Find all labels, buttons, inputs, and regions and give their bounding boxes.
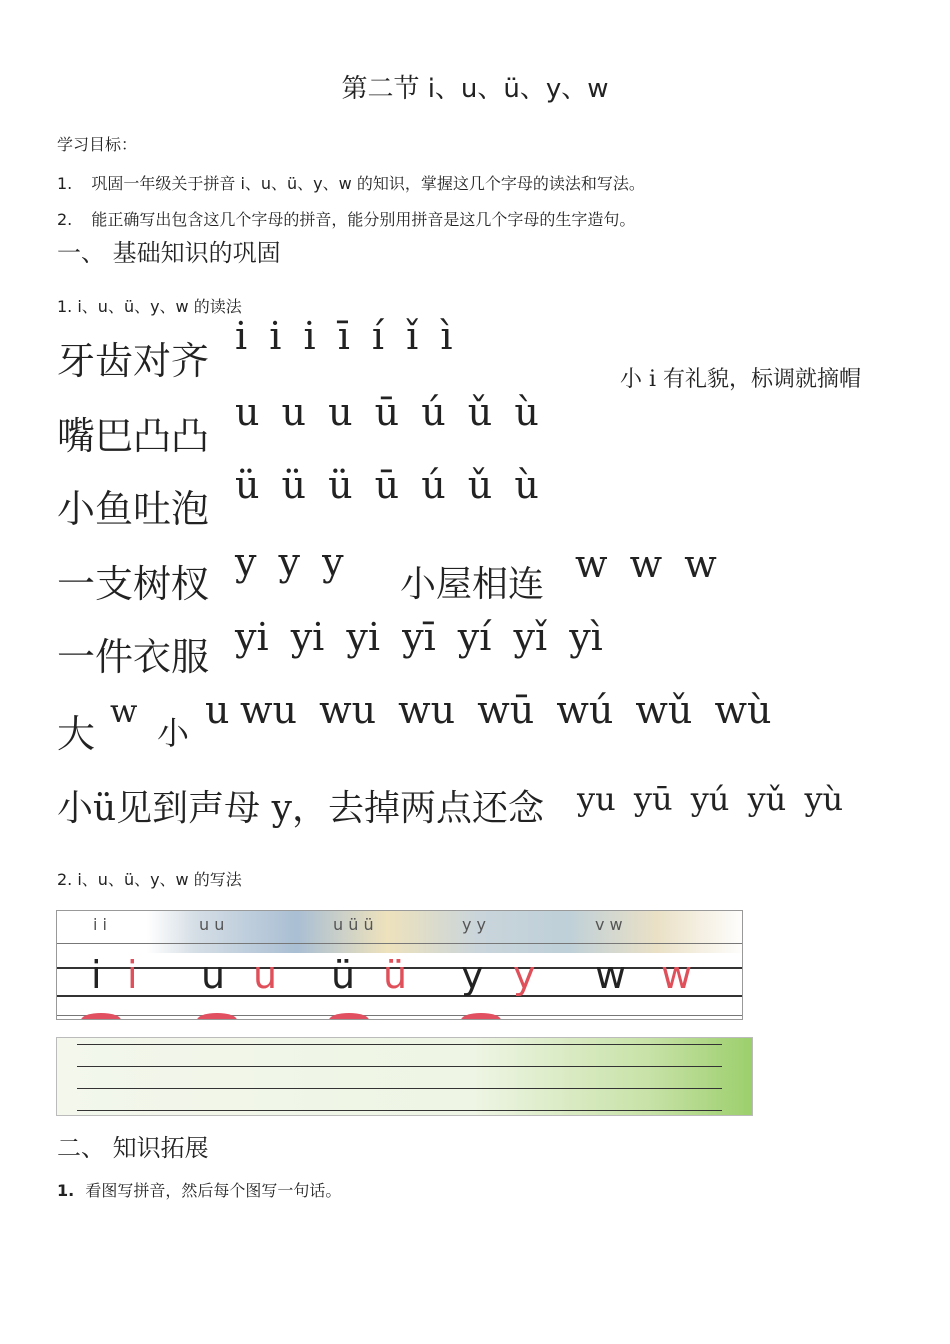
row-pinyin-u: u u u ū ú ǔ ù xyxy=(235,390,539,434)
objective-number: 1. xyxy=(57,174,73,193)
letter-u-red: u xyxy=(253,953,278,997)
row-w-letter: w xyxy=(110,692,138,730)
writing-example-strip xyxy=(56,910,743,1020)
letter-i: i xyxy=(91,953,102,997)
writing-heading: 2. i、u、ü、y、w 的写法 xyxy=(57,870,242,889)
item-number: 1. xyxy=(57,1181,75,1200)
small-letters-i: i i xyxy=(93,915,107,934)
letter-v-red: ü xyxy=(383,953,408,997)
practice-line xyxy=(77,1044,722,1045)
reading-heading: 1. i、u、ü、y、w 的读法 xyxy=(57,297,242,316)
watercolor-background xyxy=(147,911,743,953)
decorative-red-dot xyxy=(329,1013,369,1020)
row-label-small: 小 xyxy=(157,714,190,752)
objective-text: 能正确写出包含这几个字母的拼音，能分别用拼音是这几个字母的生字造句。 xyxy=(91,210,636,229)
letter-w-red: w xyxy=(661,953,693,997)
decorative-red-dot xyxy=(197,1013,237,1020)
row-pinyin-yi: yi yi yi yī yí yǐ yì xyxy=(235,615,603,659)
row-label-big: 大 xyxy=(57,712,96,756)
writing-line xyxy=(57,943,742,944)
row-label-yu: 小ü见到声母 y，去掉两点还念 xyxy=(57,788,544,829)
decorative-red-dot xyxy=(81,1013,121,1020)
letter-u: u xyxy=(201,953,226,997)
row-label-yi: 一件衣服 xyxy=(57,635,210,679)
practice-line xyxy=(77,1066,722,1067)
row-pinyin-v: ü ü ü ū ú ǔ ù xyxy=(235,463,539,507)
objective-text: 巩固一年级关于拼音 i、u、ü、y、w 的知识，掌握这几个字母的读法和写法。 xyxy=(91,174,645,193)
small-letters-y: y y xyxy=(462,915,487,934)
letter-y: y xyxy=(461,953,484,997)
practice-line xyxy=(77,1088,722,1089)
rhyme-i: 小 i 有礼貌，标调就摘帽 xyxy=(620,367,862,392)
letter-v: ü xyxy=(331,953,356,997)
row-label-v: 小鱼吐泡 xyxy=(57,487,210,531)
row-label-w: 小屋相连 xyxy=(400,564,545,605)
page-title: 第二节 i、u、ü、y、w xyxy=(341,74,609,104)
section-1-heading: 一、 基础知识的巩固 xyxy=(57,239,281,267)
practice-lines-box[interactable] xyxy=(56,1037,753,1116)
row-pinyin-y: y y y xyxy=(235,540,344,584)
row-label-i: 牙齿对齐 xyxy=(57,339,210,383)
row-pinyin-i: i i i ī í ǐ ì xyxy=(235,314,453,358)
objective-item-1 xyxy=(57,171,645,194)
small-letters-w: v w xyxy=(595,915,623,934)
writing-line xyxy=(57,1015,742,1016)
row-u-letter: u xyxy=(205,688,230,732)
item-text: 看图写拼音，然后每个图写一句话。 xyxy=(85,1181,342,1200)
row-pinyin-wu: wu wu wu wū wú wǔ wù xyxy=(240,688,772,732)
row-pinyin-yu: yu yū yú yǔ yù xyxy=(577,780,844,818)
objective-item-2 xyxy=(57,207,635,230)
decorative-red-dot xyxy=(461,1013,501,1020)
row-label-u: 嘴巴凸凸 xyxy=(57,414,210,458)
letter-i-red: i xyxy=(127,953,138,997)
objectives-heading: 学习目标： xyxy=(57,135,138,154)
small-letters-v: u ü ü xyxy=(333,915,374,934)
objective-number: 2. xyxy=(57,210,73,229)
section-2-heading: 二、 知识拓展 xyxy=(57,1134,209,1162)
practice-line xyxy=(77,1110,722,1111)
letter-w: w xyxy=(595,953,627,997)
small-letters-u: u u xyxy=(199,915,225,934)
row-pinyin-w: w w w xyxy=(575,542,717,586)
row-label-y: 一支树杈 xyxy=(57,562,210,606)
letter-y-red: y xyxy=(513,953,536,997)
section-2-item-1 xyxy=(57,1178,341,1201)
